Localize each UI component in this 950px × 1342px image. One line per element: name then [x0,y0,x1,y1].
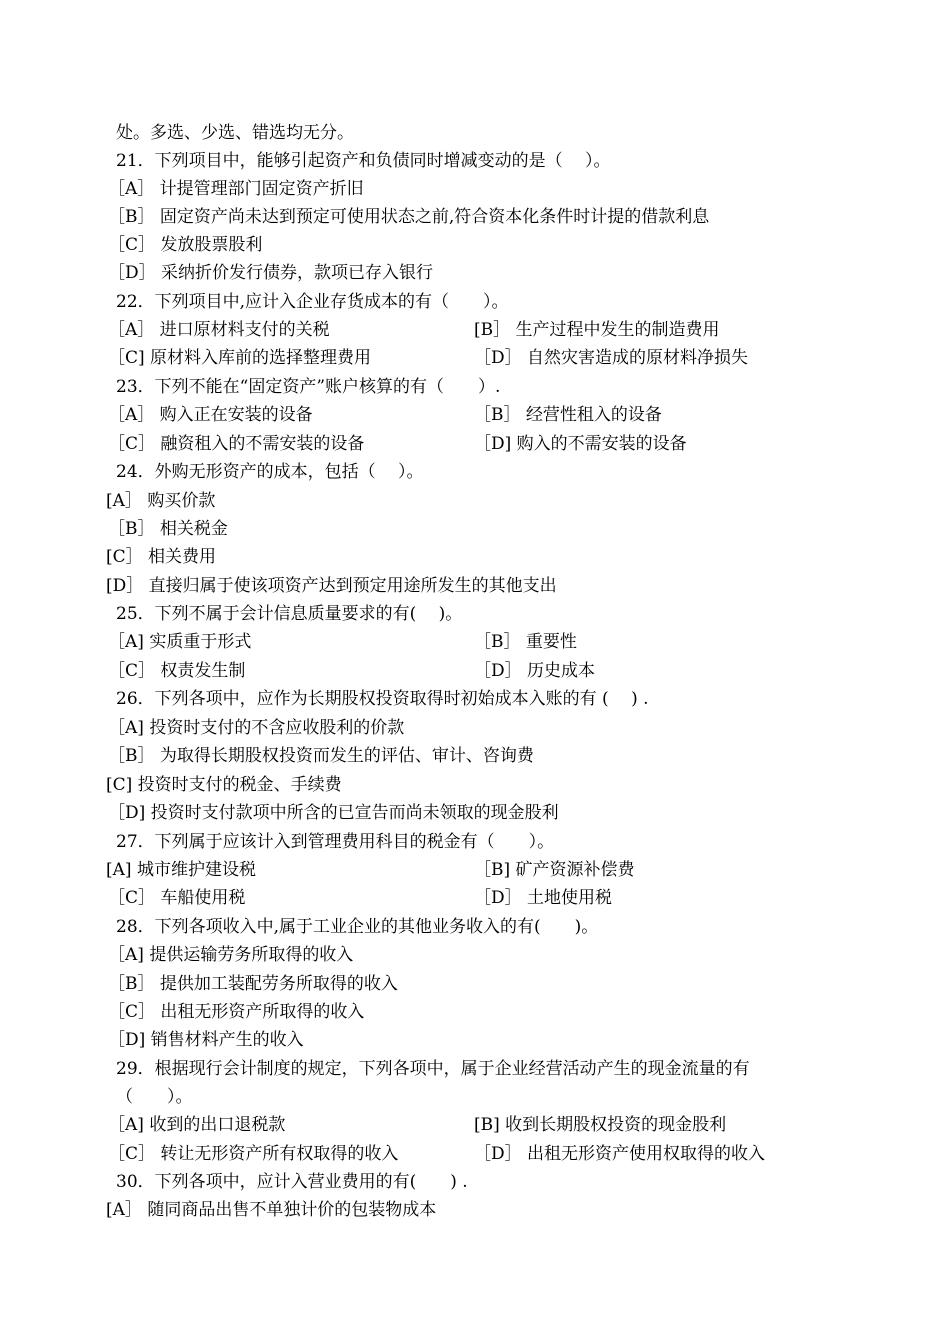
option-29-c: ［C］ 转让无形资产所有权取得的收入 [108,1144,399,1164]
option-25-b: ［B］ 重要性 [474,632,577,652]
question-25: 25．下列不属于会计信息质量要求的有( )。 [116,604,463,624]
option-26-d: ［D] 投资时支付款项中所含的已宣告而尚未领取的现金股利 [108,803,559,823]
option-22-d: ［D］ 自然灾害造成的原材料净损失 [474,348,749,368]
option-25-a: ［A] 实质重于形式 [108,632,252,652]
option-27-c: ［C］ 车船使用税 [108,888,246,908]
option-25-c: ［C］ 权责发生制 [108,661,246,681]
option-21-a: ［A］ 计提管理部门固定资产折旧 [108,179,364,199]
question-27: 27．下列属于应该计入到管理费用科目的税金有（ ）。 [116,832,555,852]
option-24-d: [D］ 直接归属于使该项资产达到预定用途所发生的其他支出 [106,576,557,596]
option-27-a: [A] 城市维护建设税 [106,860,256,880]
option-29-a: ［A] 收到的出口退税款 [108,1115,286,1135]
option-21-c: ［C］ 发放股票股利 [108,235,263,255]
option-29-d: ［D］ 出租无形资产使用权取得的收入 [474,1144,766,1164]
option-22-c: ［C] 原材料入库前的选择整理费用 [108,348,372,368]
question-29-blank: （ ）。 [116,1087,193,1107]
question-23: 23．下列不能在“固定资产”账户核算的有（ ）. [116,377,501,397]
option-29-b: [B] 收到长期股权投资的现金股利 [474,1115,727,1135]
option-30-a: [A］ 随同商品出售不单独计价的包装物成本 [106,1200,437,1220]
question-24: 24．外购无形资产的成本，包括（ ）。 [116,462,424,482]
question-28: 28．下列各项收入中,属于工业企业的其他业务收入的有( )。 [116,917,599,937]
option-28-b: ［B］ 提供加工装配劳务所取得的收入 [108,974,398,994]
option-25-d: ［D］ 历史成本 [474,661,596,681]
option-22-a: ［A］ 进口原材料支付的关税 [108,320,330,340]
option-27-b: ［B] 矿产资源补偿费 [474,860,635,880]
option-26-c: [C] 投资时支付的税金、手续费 [106,775,342,795]
question-30: 30．下列各项中，应计入营业费用的有( ) . [116,1172,468,1192]
option-26-a: ［A] 投资时支付的不含应收股利的价款 [108,718,405,738]
option-24-b: ［B］ 相关税金 [108,519,228,539]
option-22-b: [B］ 生产过程中发生的制造费用 [474,320,720,340]
option-26-b: ［B］ 为取得长期股权投资而发生的评估、审计、咨询费 [108,746,534,766]
text-line: 处。多选、少选、错选均无分。 [116,123,354,143]
question-29: 29．根据现行会计制度的规定，下列各项中，属于企业经营活动产生的现金流量的有 [116,1059,750,1079]
option-28-a: ［A] 提供运输劳务所取得的收入 [108,945,354,965]
question-26: 26．下列各项中，应作为长期股权投资取得时初始成本入账的有 ( ) . [116,689,649,709]
option-28-c: ［C］ 出租无形资产所取得的收入 [108,1002,365,1022]
question-22: 22．下列项目中,应计入企业存货成本的有（ ）。 [116,292,509,312]
option-24-c: [C］ 相关费用 [106,547,217,567]
option-23-a: ［A］ 购入正在安装的设备 [108,405,313,425]
option-21-b: ［B］ 固定资产尚未达到预定可使用状态之前,符合资本化条件时计提的借款利息 [108,207,710,227]
option-27-d: ［D］ 土地使用税 [474,888,613,908]
option-28-d: ［D] 销售材料产生的收入 [108,1030,304,1050]
option-21-d: ［D］ 采纳折价发行债券，款项已存入银行 [108,263,434,283]
option-24-a: [A］ 购买价款 [106,491,216,511]
question-21: 21．下列项目中，能够引起资产和负债同时增减变动的是（ ）。 [116,151,611,171]
option-23-b: ［B］ 经营性租入的设备 [474,405,662,425]
option-23-d: ［D] 购入的不需安装的设备 [474,434,687,454]
option-23-c: ［C］ 融资租入的不需安装的设备 [108,434,365,454]
